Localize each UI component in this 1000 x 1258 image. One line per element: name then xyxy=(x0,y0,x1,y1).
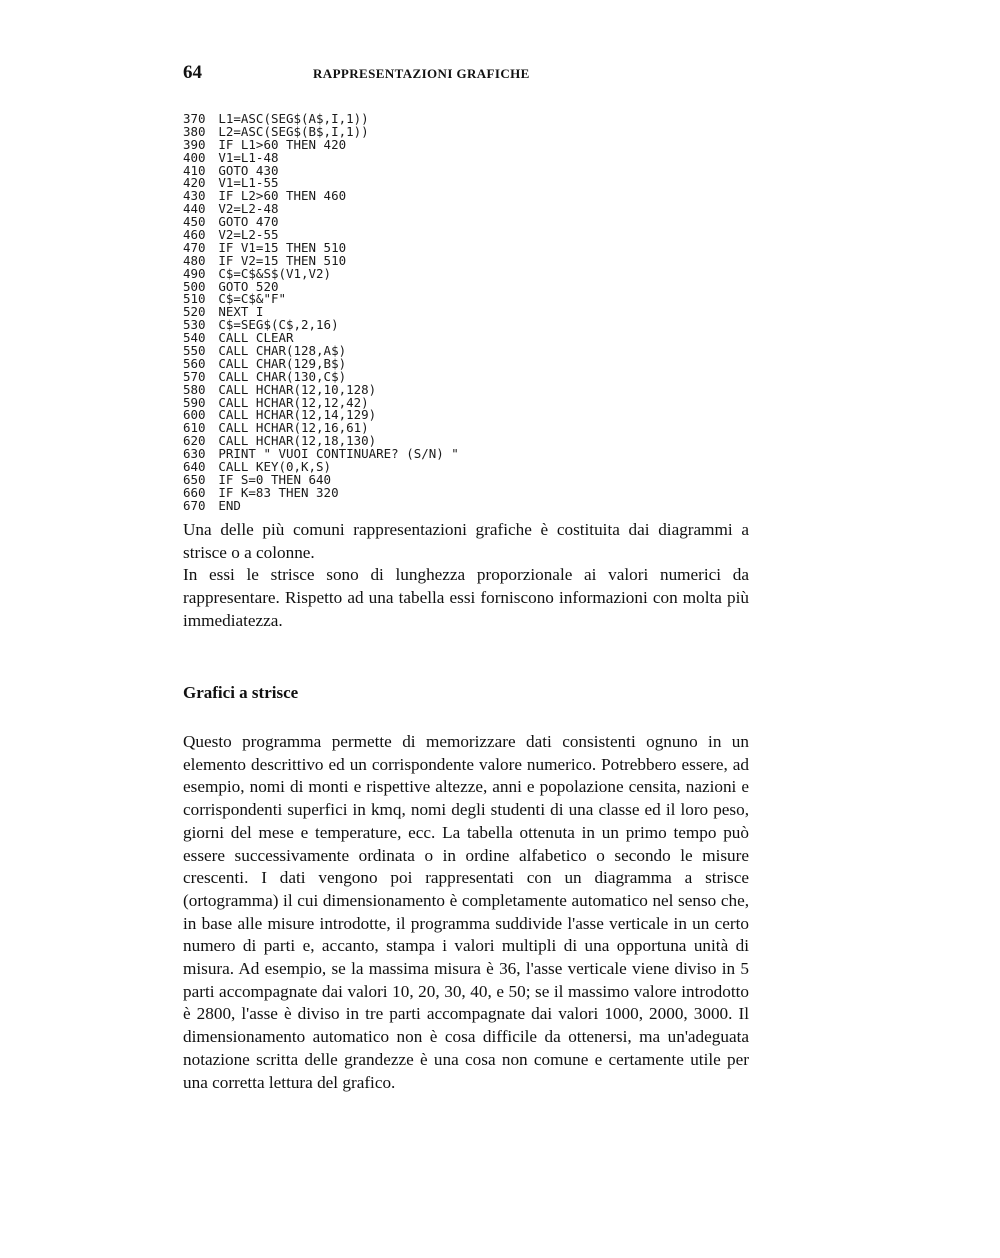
code-line xyxy=(183,487,724,500)
code-line-statement: IF K=83 THEN 320 xyxy=(218,485,339,500)
code-line-statement: CALL CHAR(129,B$) xyxy=(218,356,347,371)
running-title: RAPPRESENTAZIONI GRAFICHE xyxy=(313,66,530,81)
code-line-statement: V2=L2-48 xyxy=(218,202,279,217)
code-line xyxy=(183,500,724,513)
code-line-number: 510 xyxy=(183,292,206,307)
code-line-statement: CALL CHAR(128,A$) xyxy=(218,344,347,359)
code-line-statement: V1=L1-55 xyxy=(218,176,279,191)
code-line-number: 410 xyxy=(183,163,206,178)
page-header xyxy=(183,62,763,86)
code-line-statement: C$=C$&S$(V1,V2) xyxy=(218,266,332,281)
code-line-number: 460 xyxy=(183,228,206,243)
code-line-number: 500 xyxy=(183,279,206,294)
code-line-statement: CALL HCHAR(12,14,129) xyxy=(218,408,377,423)
code-line-number: 610 xyxy=(183,421,206,436)
code-line-number: 650 xyxy=(183,472,206,487)
code-line-statement: IF L1>60 THEN 420 xyxy=(218,137,347,152)
code-listing xyxy=(183,113,703,513)
code-line-number: 570 xyxy=(183,369,206,384)
code-line-statement: CALL HCHAR(12,10,128) xyxy=(218,382,377,397)
code-line-number: 550 xyxy=(183,344,206,359)
code-line-statement: CALL HCHAR(12,18,130) xyxy=(218,434,377,449)
code-line-number: 670 xyxy=(183,498,206,513)
intro-paragraph: In essi le strisce sono di lunghezza proporzionale ai valori numerici da rappresentare. Rispetto ad una tabella essi forniscono informazioni con molta più immediatezza. xyxy=(183,565,749,630)
code-line-statement: V2=L2-55 xyxy=(218,228,279,243)
code-line-statement: GOTO 520 xyxy=(218,279,279,294)
code-line-number: 390 xyxy=(183,137,206,152)
code-line-statement: L2=ASC(SEG$(B$,I,1)) xyxy=(218,124,369,139)
code-line-number: 540 xyxy=(183,331,206,346)
code-line-number: 640 xyxy=(183,460,206,475)
code-line-number: 480 xyxy=(183,253,206,268)
code-line-number: 620 xyxy=(183,434,206,449)
code-line-number: 440 xyxy=(183,202,206,217)
code-line-number: 450 xyxy=(183,215,206,230)
code-line-number: 530 xyxy=(183,318,206,333)
code-line-statement: C$=C$&"F" xyxy=(218,292,286,307)
code-line-statement: NEXT I xyxy=(218,305,264,320)
code-line-statement: V1=L1-48 xyxy=(218,150,279,165)
code-line-statement: IF S=0 THEN 640 xyxy=(218,472,332,487)
page-number: 64 xyxy=(183,62,202,83)
code-line-statement: END xyxy=(218,498,241,513)
code-line-number: 580 xyxy=(183,382,206,397)
code-line-statement: CALL KEY(0,K,S) xyxy=(218,460,332,475)
code-line-number: 400 xyxy=(183,150,206,165)
intro-paragraph: Una delle più comuni rappresentazioni grafiche è costituita dai diagrammi a strisce o a colonne. xyxy=(183,520,749,562)
code-line-number: 630 xyxy=(183,447,206,462)
section-body xyxy=(183,731,749,1094)
code-line-statement: CALL HCHAR(12,12,42) xyxy=(218,395,369,410)
section-heading: Grafici a strisce xyxy=(183,683,299,702)
code-line-statement: CALL HCHAR(12,16,61) xyxy=(218,421,369,436)
intro-block xyxy=(183,519,749,633)
code-line-statement: L1=ASC(SEG$(A$,I,1)) xyxy=(218,112,369,126)
code-line-number: 420 xyxy=(183,176,206,191)
code-line-statement: GOTO 470 xyxy=(218,215,279,230)
code-line-number: 560 xyxy=(183,356,206,371)
code-line-number: 370 xyxy=(183,112,206,126)
code-line-statement: IF L2>60 THEN 460 xyxy=(218,189,347,204)
code-line-number: 600 xyxy=(183,408,206,423)
code-line-statement: PRINT " VUOI CONTINUARE? (S/N) " xyxy=(218,447,459,462)
code-line-number: 520 xyxy=(183,305,206,320)
code-line xyxy=(183,293,724,306)
code-line-statement: C$=SEG$(C$,2,16) xyxy=(218,318,339,333)
code-line-statement: IF V2=15 THEN 510 xyxy=(218,253,347,268)
section-paragraph: Questo programma permette di memorizzare dati consistenti ognuno in un elemento descrittivo ed un corrispondente valore numerico. Potrebbero essere, ad esempio, nomi di monti e rispettive altezze, anni e popolazione censita, nazioni e corrispondenti superfici in kmq, nomi degli studenti di una classe ed il loro peso, giorni del mese e temperature, ecc. La tabella ottenuta in un primo tempo può essere successivamente ordinata o in ordine alfabetico o secondo le misure crescenti. I dati vengono poi rappresentati con un diagramma a strisce (ortogramma) il cui dimensionamento è completamente automatico nel senso che, in base alle misure introdotte, il programma suddivide l'asse verticale in un certo numero di parti e, accanto, stampa i valori multipli di una opportuna unità di misura. Ad esempio, se la massima misura è 36, l'asse verticale viene diviso in 5 parti accompagnate dai valori 10, 20, 30, 40, e 50; se il massimo valore introdotto è 2800, l'asse è diviso in tre parti accompagnate dai valori 1000, 2000, 3000. Il dimensionamento automatico non è cosa difficile da ottenersi, ma un'adeguata notazione scritta delle grandezze è una cosa non comune e certamente utile per una corretta lettura del grafico. xyxy=(183,732,749,1092)
code-line-statement: IF V1=15 THEN 510 xyxy=(218,240,347,255)
code-line-number: 660 xyxy=(183,485,206,500)
code-line-statement: CALL CHAR(130,C$) xyxy=(218,369,347,384)
code-line-number: 590 xyxy=(183,395,206,410)
code-line-statement: CALL CLEAR xyxy=(218,331,294,346)
code-line-number: 470 xyxy=(183,240,206,255)
code-line-number: 380 xyxy=(183,124,206,139)
code-line-number: 490 xyxy=(183,266,206,281)
code-line-number: 430 xyxy=(183,189,206,204)
code-line-statement: GOTO 430 xyxy=(218,163,279,178)
